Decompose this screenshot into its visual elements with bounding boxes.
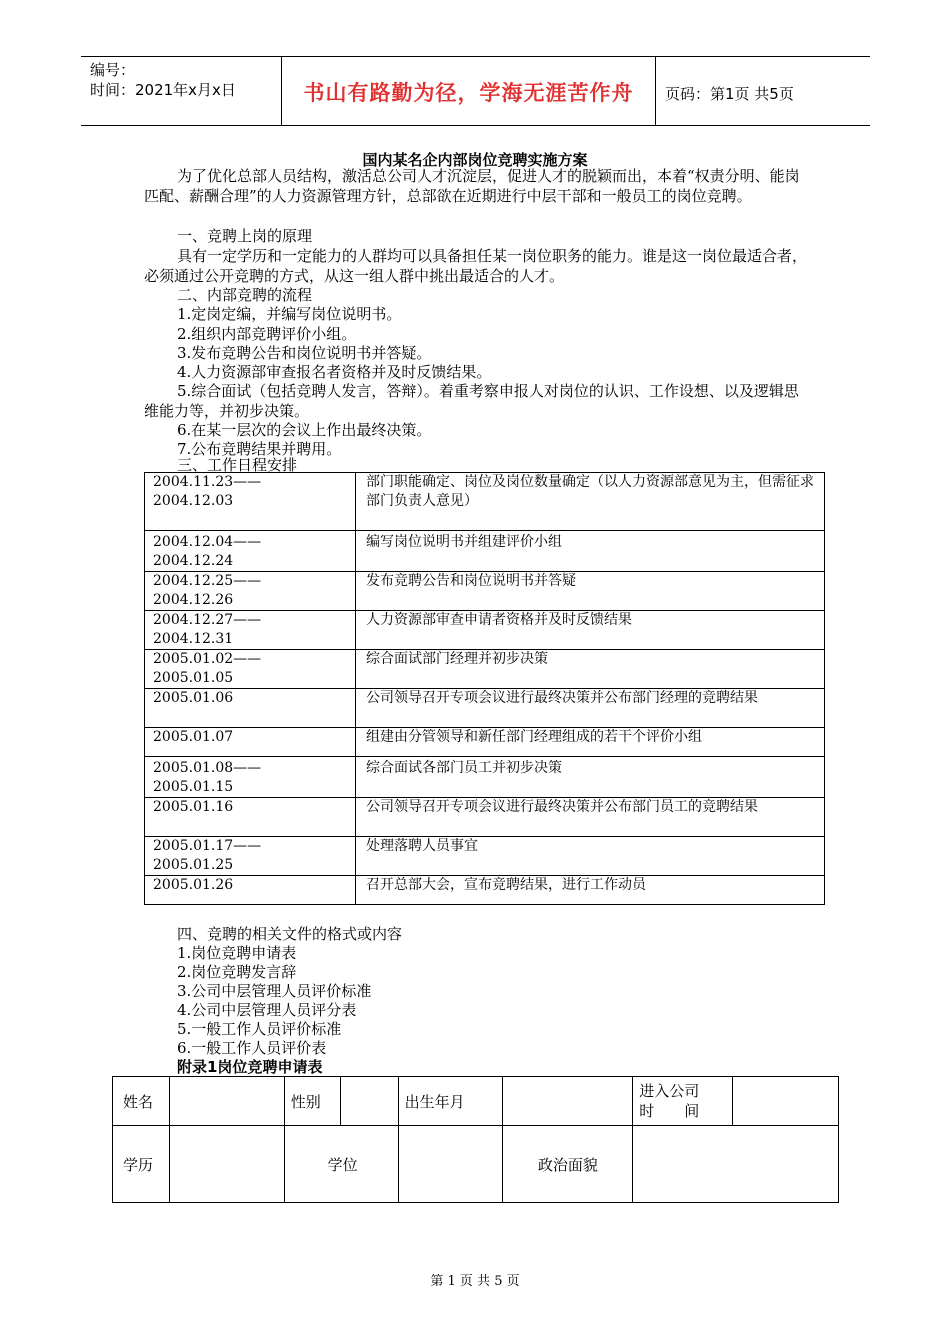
section-2-heading: 二、内部竞聘的流程 [177,286,313,304]
date-cell: 2005.01.07 [145,728,356,757]
list-item: 7.公布竞聘结果并聘用。 [177,440,342,458]
application-form-table [112,1076,839,1203]
list-item: 3.公司中层管理人员评价标准 [177,982,372,1000]
date-label: 时间：2021年x月x日 [90,81,236,99]
gender-label: 性别 [284,1077,340,1126]
birth-value-cell[interactable] [503,1077,633,1126]
name-label: 姓名 [113,1077,170,1126]
section-4-heading: 四、竞聘的相关文件的格式或内容 [177,925,403,943]
task-cell: 召开总部大会，宣布竞聘结果，进行工作动员 [356,876,825,905]
table-row [145,798,825,837]
table-row [145,689,825,728]
task-cell: 综合面试部门经理并初步决策 [356,650,825,689]
table-row [145,531,825,572]
intro-paragraph: 为了优化总部人员结构，激活总公司人才沉淀层，促进人才的脱颖而出，本着“权责分明、能岗匹配、薪酬合理”的人力资源管理方针，总部欲在近期进行中层干部和一般员工的岗位竞聘。 [144,167,800,205]
join-date-value-cell[interactable] [733,1077,839,1126]
list-item: 4.公司中层管理人员评分表 [177,1001,357,1019]
name-value-cell[interactable] [169,1077,284,1126]
task-cell: 编写岗位说明书并组建评价小组 [356,531,825,572]
education-label: 学历 [113,1126,170,1203]
page-footer: 第 1 页 共 5 页 [430,1274,520,1289]
task-cell: 发布竞聘公告和岗位说明书并答疑 [356,572,825,611]
table-row [113,1077,839,1126]
appendix-title: 附录1岗位竞聘申请表 [177,1058,323,1076]
list-item: 4.人力资源部审查报名者资格并及时反馈结果。 [177,363,492,381]
join-date-label: 进入公司 时 间 [633,1077,733,1126]
header-page-number: 页码：第1页 共5页 [665,85,794,103]
list-item: 5.综合面试（包括竞聘人发言，答辩）。着重考察申报人对岗位的认识、工作设想、以及逻辑思维能力等，并初步决策。 [144,382,799,420]
task-cell: 处理落聘人员事宜 [356,837,825,876]
table-row [145,473,825,531]
gender-value-cell[interactable] [340,1077,398,1126]
header-motto: 书山有路勤为径，学海无涯苦作舟 [303,81,634,105]
list-item: 2.组织内部竞聘评价小组。 [177,325,357,343]
date-cell: 2005.01.06 [145,689,356,728]
table-row [145,572,825,611]
date-cell: 2005.01.26 [145,876,356,905]
list-item: 5.一般工作人员评价标准 [177,1020,342,1038]
section-1-heading: 一、竞聘上岗的原理 [177,227,313,245]
date-cell: 2005.01.08—— 2005.01.15 [145,757,356,798]
birth-label: 出生年月 [398,1077,503,1126]
degree-value-cell[interactable] [398,1126,503,1203]
header-divider [655,57,656,125]
list-item: 6.一般工作人员评价表 [177,1039,327,1057]
table-row [145,728,825,757]
task-cell: 人力资源部审查申请者资格并及时反馈结果 [356,611,825,650]
list-item: 1.岗位竞聘申请表 [177,944,297,962]
task-cell: 公司领导召开专项会议进行最终决策并公布部门经理的竞聘结果 [356,689,825,728]
political-label: 政治面貌 [503,1126,633,1203]
date-cell: 2004.12.27—— 2004.12.31 [145,611,356,650]
date-cell: 2005.01.16 [145,798,356,837]
list-item: 6.在某一层次的会议上作出最终决策。 [177,421,432,439]
table-row [145,837,825,876]
table-row [145,757,825,798]
task-cell: 公司领导召开专项会议进行最终决策并公布部门员工的竞聘结果 [356,798,825,837]
list-item: 1.定岗定编，并编写岗位说明书。 [177,305,402,323]
table-row [113,1126,839,1203]
header-meta [90,60,236,100]
table-row [145,611,825,650]
list-item: 2.岗位竞聘发言辞 [177,963,297,981]
date-cell: 2004.12.25—— 2004.12.26 [145,572,356,611]
date-cell: 2005.01.02—— 2005.01.05 [145,650,356,689]
task-cell: 部门职能确定、岗位及岗位数量确定（以人力资源部意见为主，但需征求部门负责人意见） [356,473,825,531]
education-value-cell[interactable] [169,1126,284,1203]
task-cell: 综合面试各部门员工并初步决策 [356,757,825,798]
date-cell: 2005.01.17—— 2005.01.25 [145,837,356,876]
table-row [145,876,825,905]
section-3-heading: 三、工作日程安排 [177,456,298,474]
list-item: 3.发布竞聘公告和岗位说明书并答疑。 [177,344,432,362]
schedule-table [144,472,825,905]
page-header [81,56,870,126]
date-cell: 2004.11.23—— 2004.12.03 [145,473,356,531]
table-row [145,650,825,689]
section-1-body: 具有一定学历和一定能力的人群均可以具备担任某一岗位职务的能力。谁是这一岗位最适合者，必须通过公开竞聘的方式，从这一组人群中挑出最适合的人才。 [144,247,808,285]
number-label: 编号： [90,61,136,79]
degree-label: 学位 [284,1126,398,1203]
political-value-cell[interactable] [633,1126,839,1203]
date-cell: 2004.12.04—— 2004.12.24 [145,531,356,572]
document-title: 国内某名企内部岗位竞聘实施方案 [362,151,588,169]
task-cell: 组建由分管领导和新任部门经理组成的若干个评价小组 [356,728,825,757]
